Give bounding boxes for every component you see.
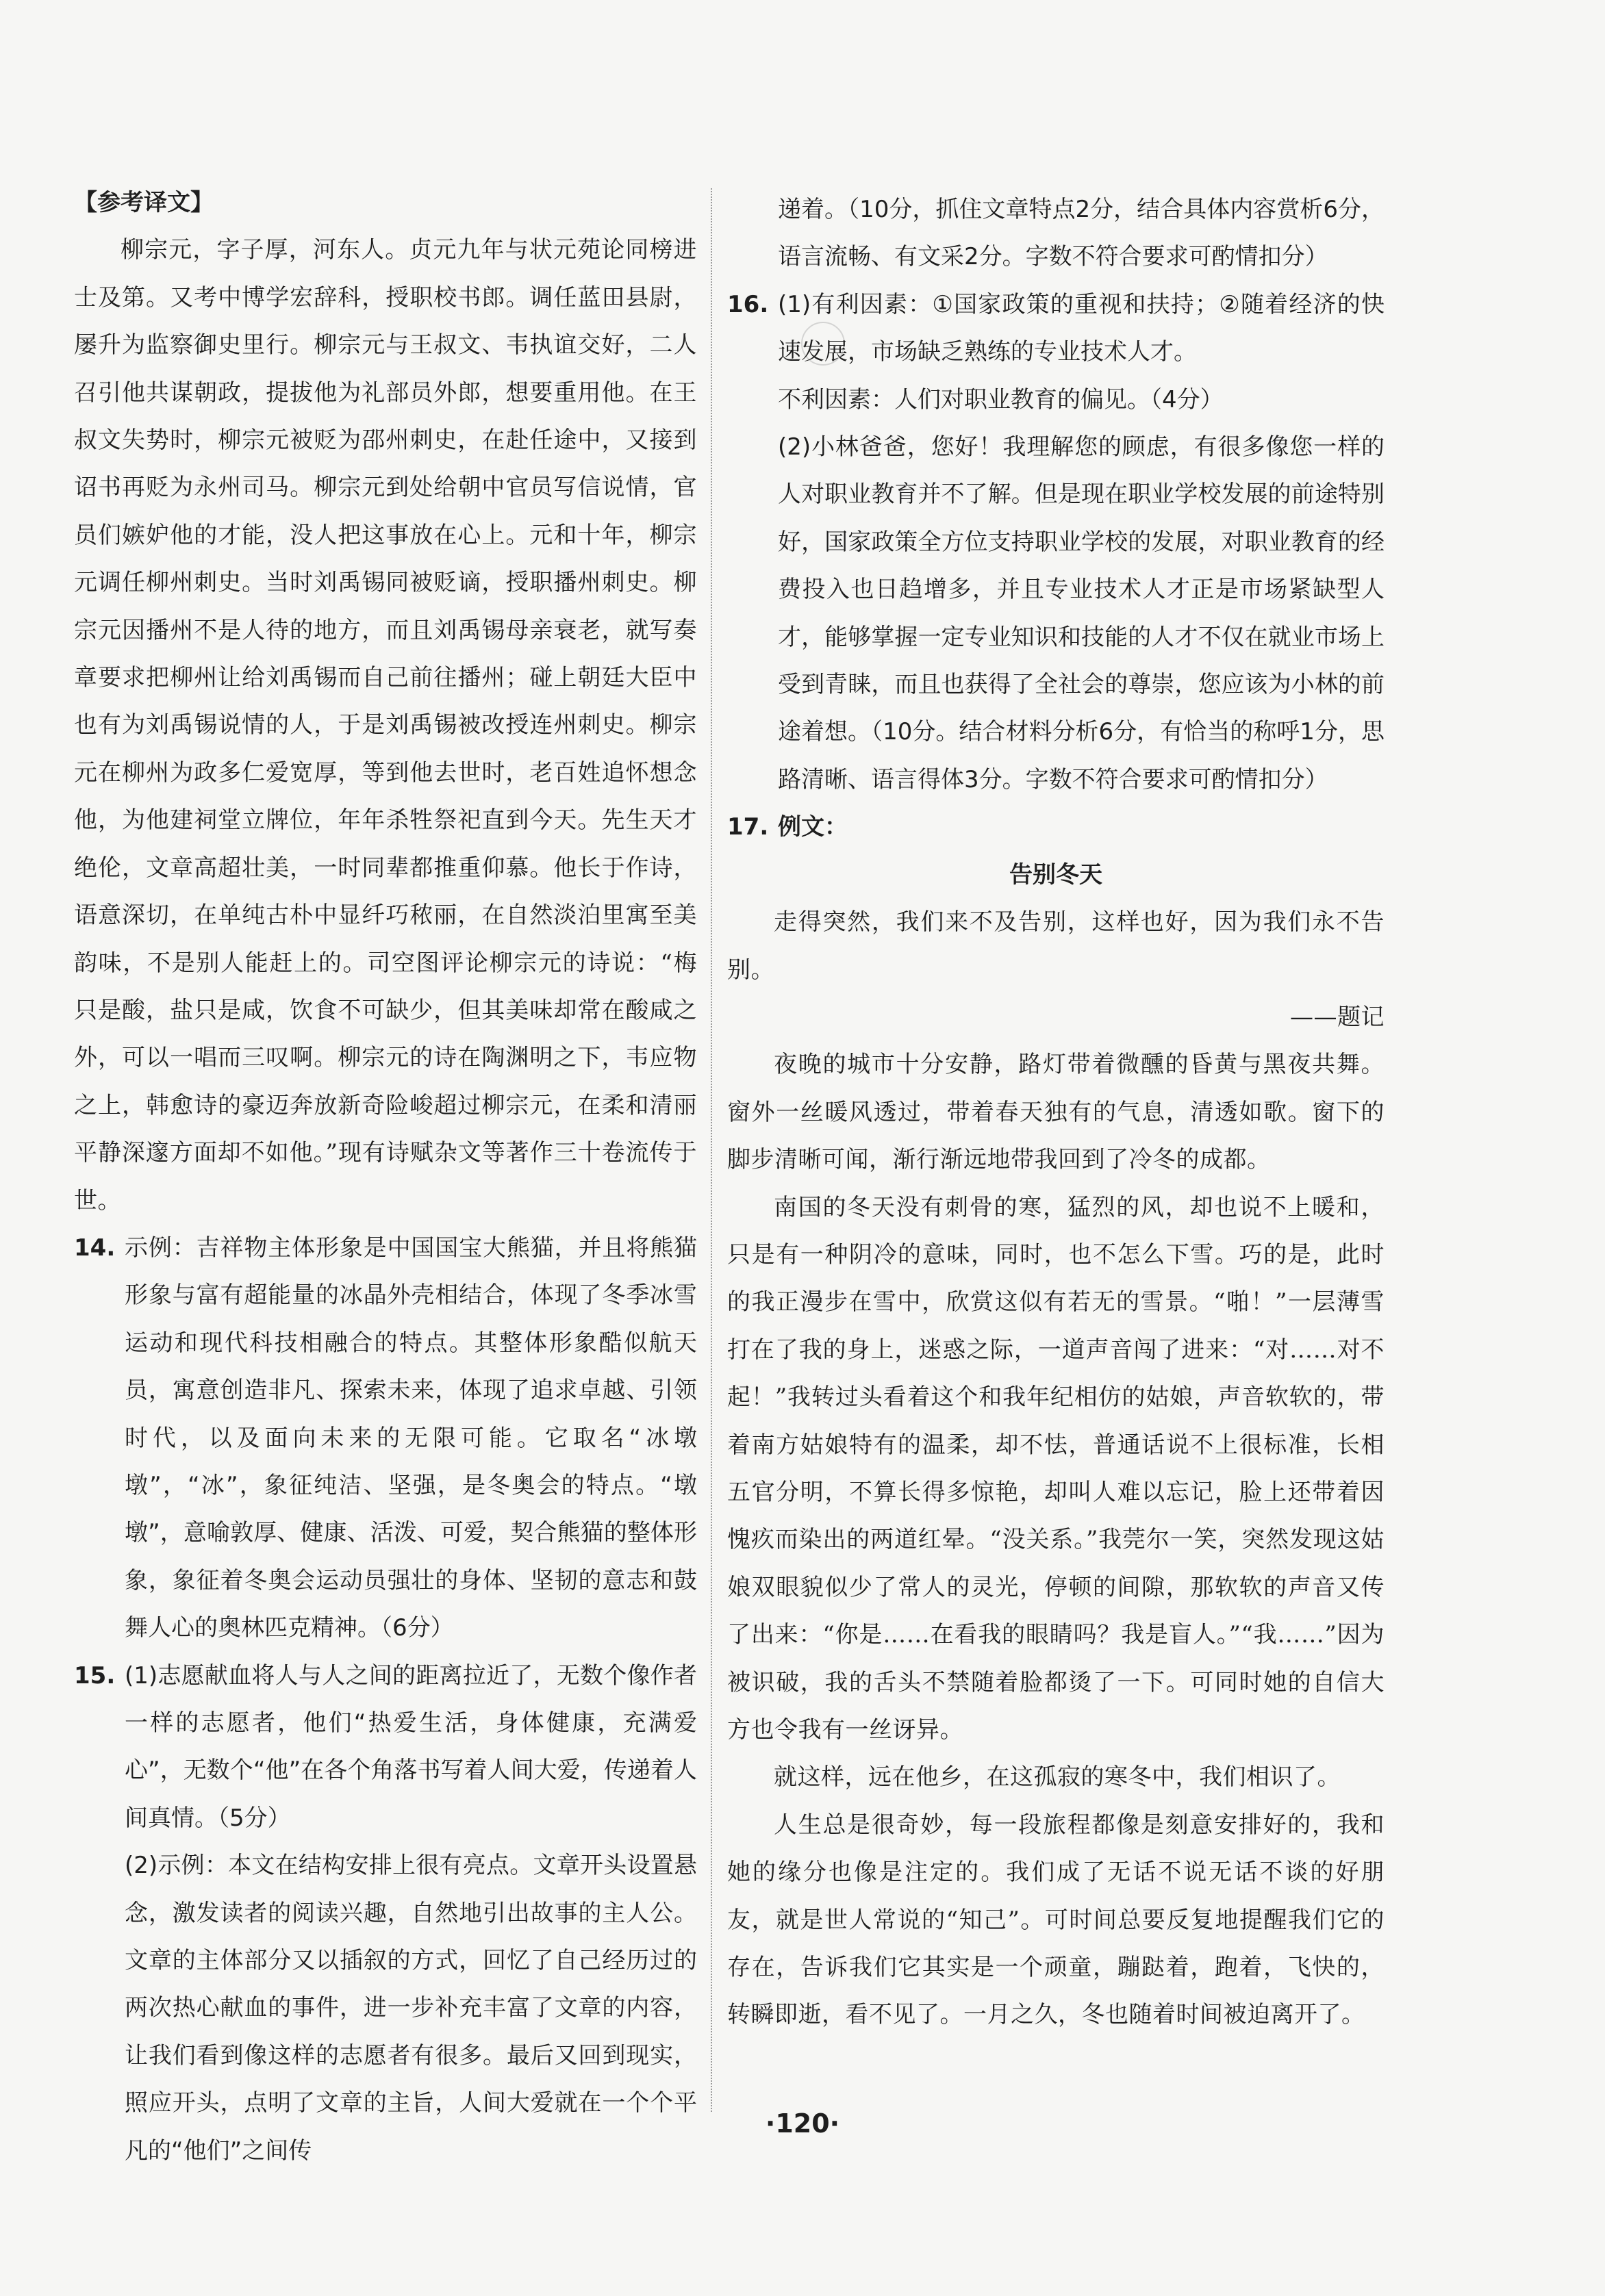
reference-translation-heading: 【参考译文】 [74,189,214,216]
essay-epigraph-sign: ——题记 [1290,1003,1385,1031]
answer-text: 示例：吉祥物主体形象是中国国宝大熊猫，并且将熊猫形象与富有超能量的冰晶外壳相结合，体现了冬季冰雪运动和现代科技相融合的特点。其整体形象酷似航天员，寓意创造非凡、探索未来，体现了追求卓越、引领时代，以及面向未来的无限可能。它取名“冰墩墩”，“冰”，象征纯洁、坚强，是冬奥会的特点。“墩墩”，意喻敦厚、健康、活泼、可爱，契合熊猫的整体形象，象征着冬奥会运动员强壮的身体、坚韧的意志和鼓舞人心的奥林匹克精神。（6分） [125,1234,697,1642]
question-number: 14. [74,1234,116,1262]
question-16 [727,281,1385,804]
essay-paragraph: 南国的冬天没有刺骨的寒，猛烈的风，却也说不上暖和，只是有一种阴冷的意味，同时，也不怎么下雪。巧的是，此时的我正漫步在雪中，欣赏这似有若无的雪景。“啪！”一层薄雪打在了我的身上，迷惑之际，一道声音闯了进来：“对……对不起！”我转过头看着这个和我年纪相仿的姑娘，声音软软的，带着南方姑娘特有的温柔，却不怯，普通话说不上很标准，长相五官分明，不算长得多惊艳，却叫人难以忘记，脸上还带着因愧疚而染出的两道红晕。“没关系。”我莞尔一笑，突然发现这姑娘双眼貌似少了常人的灵光，停顿的间隙，那软软的声音又传了出来：“你是……在看我的眼睛吗？我是盲人。”“我……”因为被识破，我的舌头不禁随着脸都烫了一下。可同时她的自信大方也令我有一丝讶异。 [727,1193,1385,1744]
right-column [727,186,1385,2039]
answer-part-1b: 不利因素：人们对职业教育的偏见。（4分） [778,385,1224,413]
column-divider [711,188,712,2112]
answer-text: 递着。（10分，抓住文章特点2分，结合具体内容赏析6分，语言流畅、有文采2分。字数不符合要求可酌情扣分） [778,196,1385,271]
essay-paragraph: 人生总是很奇妙，每一段旅程都像是刻意安排好的，我和她的缘分也像是注定的。我们成了无话不说无话不谈的好朋友，就是世人常说的“知己”。可时间总要反复地提醒我们它的存在，告诉我们它其实是一个顽童，蹦跶着，跑着，飞快的，转瞬即逝，看不见了。一月之久，冬也随着时间被迫离开了。 [727,1811,1385,2029]
question-15-continued [727,186,1385,281]
answer-part-1: (1)志愿献血将人与人之间的距离拉近了，无数个像作者一样的志愿者，他们“热爱生活，身体健康，充满爱心”，无数个“他”在各个角落书写着人间大爱，传递着人间真情。（5分） [125,1661,697,1832]
page-number: ·120· [765,2108,840,2139]
question-17 [727,804,1385,851]
sample-essay-label: 例文： [778,813,848,841]
question-number: 17. [727,813,769,841]
question-number: 15. [74,1661,116,1689]
answer-part-2: (2)示例：本文在结构安排上很有亮点。文章开头设置悬念，激发读者的阅读兴趣，自然地引出故事的主人公。文章的主体部分又以插叙的方式，回忆了自己经历过的两次热心献血的事件，进一步补充丰富了文章的内容，让我们看到像这样的志愿者有很多。最后又回到现实，照应开头，点明了文章的主旨，人间大爱就在一个个平凡的“他们”之间传 [125,1852,697,2165]
left-column [74,179,697,2175]
essay-title: 告别冬天 [1009,860,1102,889]
translation-text: 柳宗元，字子厚，河东人。贞元九年与状元苑论同榜进士及第。又考中博学宏辞科，授职校书郎。调任蓝田县尉，屡升为监察御史里行。柳宗元与王叔文、韦执谊交好，二人召引他共谋朝政，提拔他为礼部员外郎，想要重用他。在王叔文失势时，柳宗元被贬为邵州刺史，在赴任途中，又接到诏书再贬为永州司马。柳宗元到处给朝中官员写信说情，官员们嫉妒他的才能，没人把这事放在心上。元和十年，柳宗元调任柳州刺史。当时刘禹锡同被贬谪，授职播州刺史。柳宗元因播州不是人待的地方，而且刘禹锡母亲衰老，就写奏章要求把柳州让给刘禹锡而自己前往播州；碰上朝廷大臣中也有为刘禹锡说情的人，于是刘禹锡被改授连州刺史。柳宗元在柳州为政多仁爱宽厚，等到他去世时，老百姓追怀想念他，为他建祠堂立牌位，年年杀牲祭祀直到今天。先生天才绝伦，文章高超壮美，一时同辈都推重仰慕。他长于作诗，语意深切，在单纯古朴中显纤巧秾丽，在自然淡泊里寓至美韵味，不是别人能赶上的。司空图评论柳宗元的诗说：“梅只是酸，盐只是咸，饮食不可缺少，但其美味却常在酸咸之外，可以一唱而三叹啊。柳宗元的诗在陶渊明之下，韦应物之上，韩愈诗的豪迈奔放新奇险峻超过柳宗元，在柔和清丽平静深邃方面却不如他。”现有诗赋杂文等著作三十卷流传于世。 [74,236,697,1214]
answer-part-1: (1)有利因素：①国家政策的重视和扶持；②随着经济的快速发展，市场缺乏熟练的专业技术人才。 [778,290,1385,366]
essay-epigraph: 走得突然，我们来不及告别，这样也好，因为我们永不告别。 [727,908,1385,984]
essay-paragraph: 就这样，远在他乡，在这孤寂的寒冬中，我们相识了。 [774,1763,1341,1791]
answer-part-2: (2)小林爸爸，您好！我理解您的顾虑，有很多像您一样的人对职业教育并不了解。但是现在职业学校发展的前途特别好，国家政策全方位支持职业学校的发展，对职业教育的经费投入也日趋增多，并且专业技术人才正是市场紧缺型人才，能够掌握一定专业知识和技能的人才不仅在就业市场上受到青睐，而且也获得了全社会的尊崇，您应该为小林的前途着想。（10分。结合材料分析6分，有恰当的称呼1分，思路清晰、语言得体3分。字数不符合要求可酌情扣分） [778,433,1385,793]
essay-paragraph: 夜晚的城市十分安静，路灯带着微醺的昏黄与黑夜共舞。窗外一丝暖风透过，带着春天独有的气息，清透如歌。窗下的脚步清晰可闻，渐行渐远地带我回到了冷冬的成都。 [727,1051,1385,1174]
question-number: 16. [727,290,769,318]
question-14 [74,1225,697,1653]
question-15 [74,1653,697,2175]
